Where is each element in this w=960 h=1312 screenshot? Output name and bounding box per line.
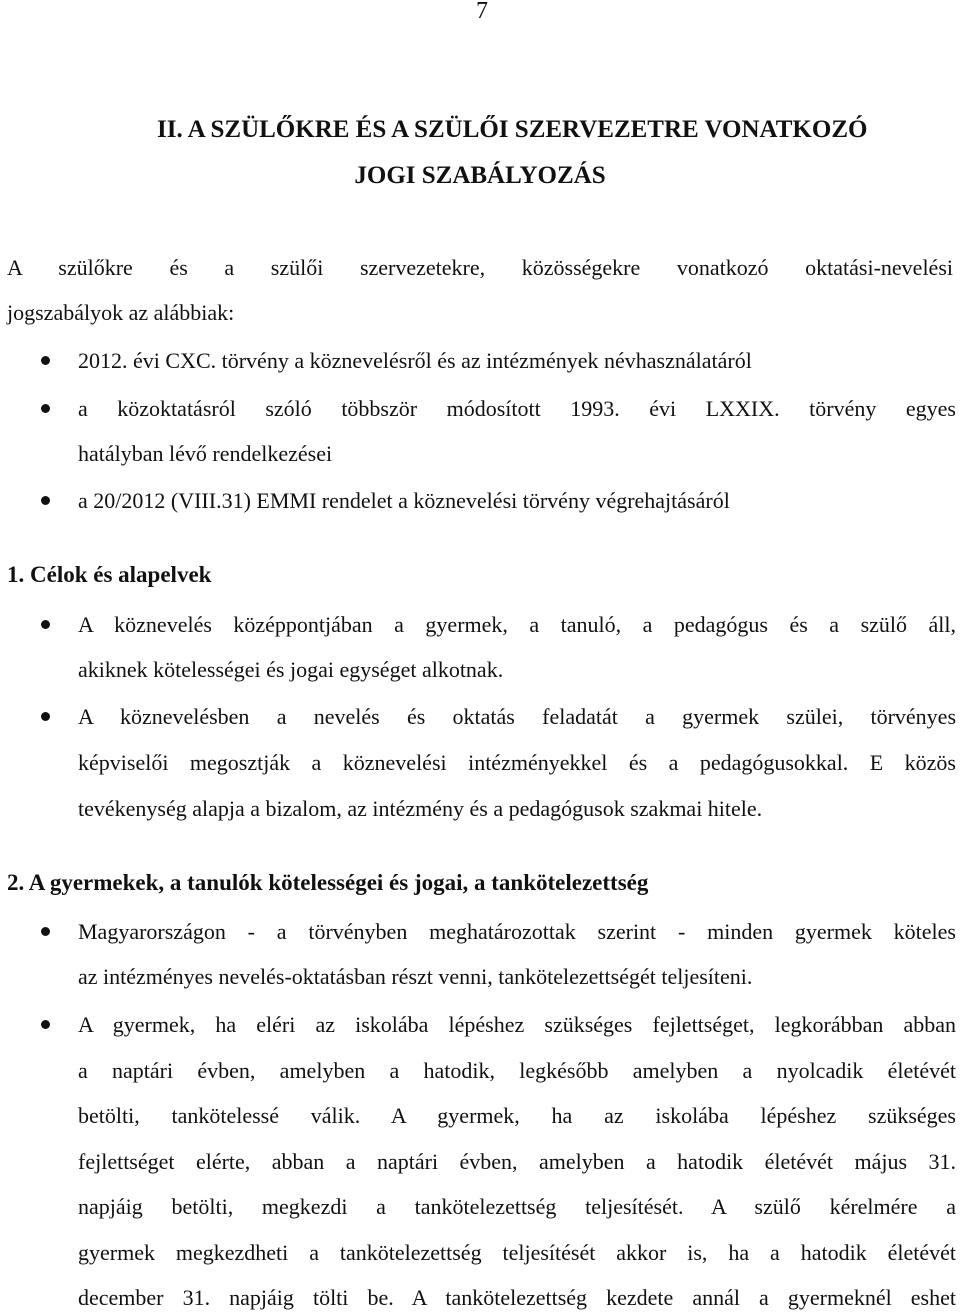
section1-item-2-line-3: tevékenység alapja a bizalom, az intézmény és a pedagógusok szakmai hitele. [78, 796, 763, 821]
list-bullet-icon [41, 496, 50, 505]
law-item-1: 2012. évi CXC. törvény a köznevelésről és az intézmények névhasználatáról [78, 348, 752, 373]
section1-item-2-line-2: képviselői megosztják a köznevelési intézményekkel és a pedagógusokkal. E közös [78, 750, 956, 775]
list-bullet-icon [41, 712, 50, 721]
list-bullet-icon [41, 620, 50, 629]
section2-item-2-line-7: december 31. napjáig tölti be. A tankötelezettség kezdete annál a gyermeknél eshet [78, 1285, 956, 1310]
law-item-2-line-2: hatályban lévő rendelkezései [78, 441, 333, 466]
section2-item-2-line-2: a naptári évben, amelyben a hatodik, legkésőbb amelyben a nyolcadik életévét [78, 1058, 956, 1083]
intro-line-2: jogszabályok az alábbiak: [7, 300, 235, 325]
list-bullet-icon [41, 404, 50, 413]
list-bullet-icon [41, 927, 50, 936]
law-item-2-line-1: a közoktatásról szóló többször módosított 1993. évi LXXIX. törvény egyes [78, 396, 956, 421]
section-heading-1: 1. Célok és alapelvek [7, 562, 212, 587]
list-bullet-icon [41, 1020, 50, 1029]
section-heading-2: 2. A gyermekek, a tanulók kötelességei és jogai, a tankötelezettség [7, 870, 649, 895]
section2-item-2-line-5: napjáig betölti, megkezdi a tankötelezettség teljesítését. A szülő kérelmére a [78, 1194, 956, 1219]
page-number: 7 [476, 0, 488, 24]
section2-item-2-line-4: fejlettséget elérte, abban a naptári évben, amelyben a hatodik életévét május 31. [78, 1149, 956, 1174]
section2-item-2-line-3: betölti, tankötelessé válik. A gyermek, ha az iskolába lépéshez szükséges [78, 1103, 956, 1128]
page-title-line-2: JOGI SZABÁLYOZÁS [354, 162, 606, 189]
intro-line-1: A szülőkre és a szülői szervezetekre, közösségekre vonatkozó oktatási-nevelési [7, 255, 953, 280]
law-item-3: a 20/2012 (VIII.31) EMMI rendelet a köznevelési törvény végrehajtásáról [78, 488, 730, 513]
section1-item-1-line-1: A köznevelés középpontjában a gyermek, a tanuló, a pedagógus és a szülő áll, [78, 612, 956, 637]
section1-item-2-line-1: A köznevelésben a nevelés és oktatás feladatát a gyermek szülei, törvényes [78, 704, 956, 729]
section2-item-2-line-1: A gyermek, ha eléri az iskolába lépéshez szükséges fejlettséget, legkorábban abban [78, 1012, 956, 1037]
section2-item-2-line-6: gyermek megkezdheti a tankötelezettség teljesítését akkor is, ha a hatodik életévét [78, 1240, 956, 1265]
section2-item-1-line-2: az intézményes nevelés-oktatásban részt venni, tankötelezettségét teljesíteni. [78, 964, 753, 989]
section1-item-1-line-2: akiknek kötelességei és jogai egységet alkotnak. [78, 657, 504, 682]
page-title-text-1: II. A SZÜLŐKRE ÉS A SZÜLŐI SZERVEZETRE VONATKOZÓ [157, 116, 868, 143]
list-bullet-icon [41, 356, 50, 365]
section2-item-1-line-1: Magyarországon - a törvényben meghatározottak szerint - minden gyermek köteles [78, 919, 956, 944]
